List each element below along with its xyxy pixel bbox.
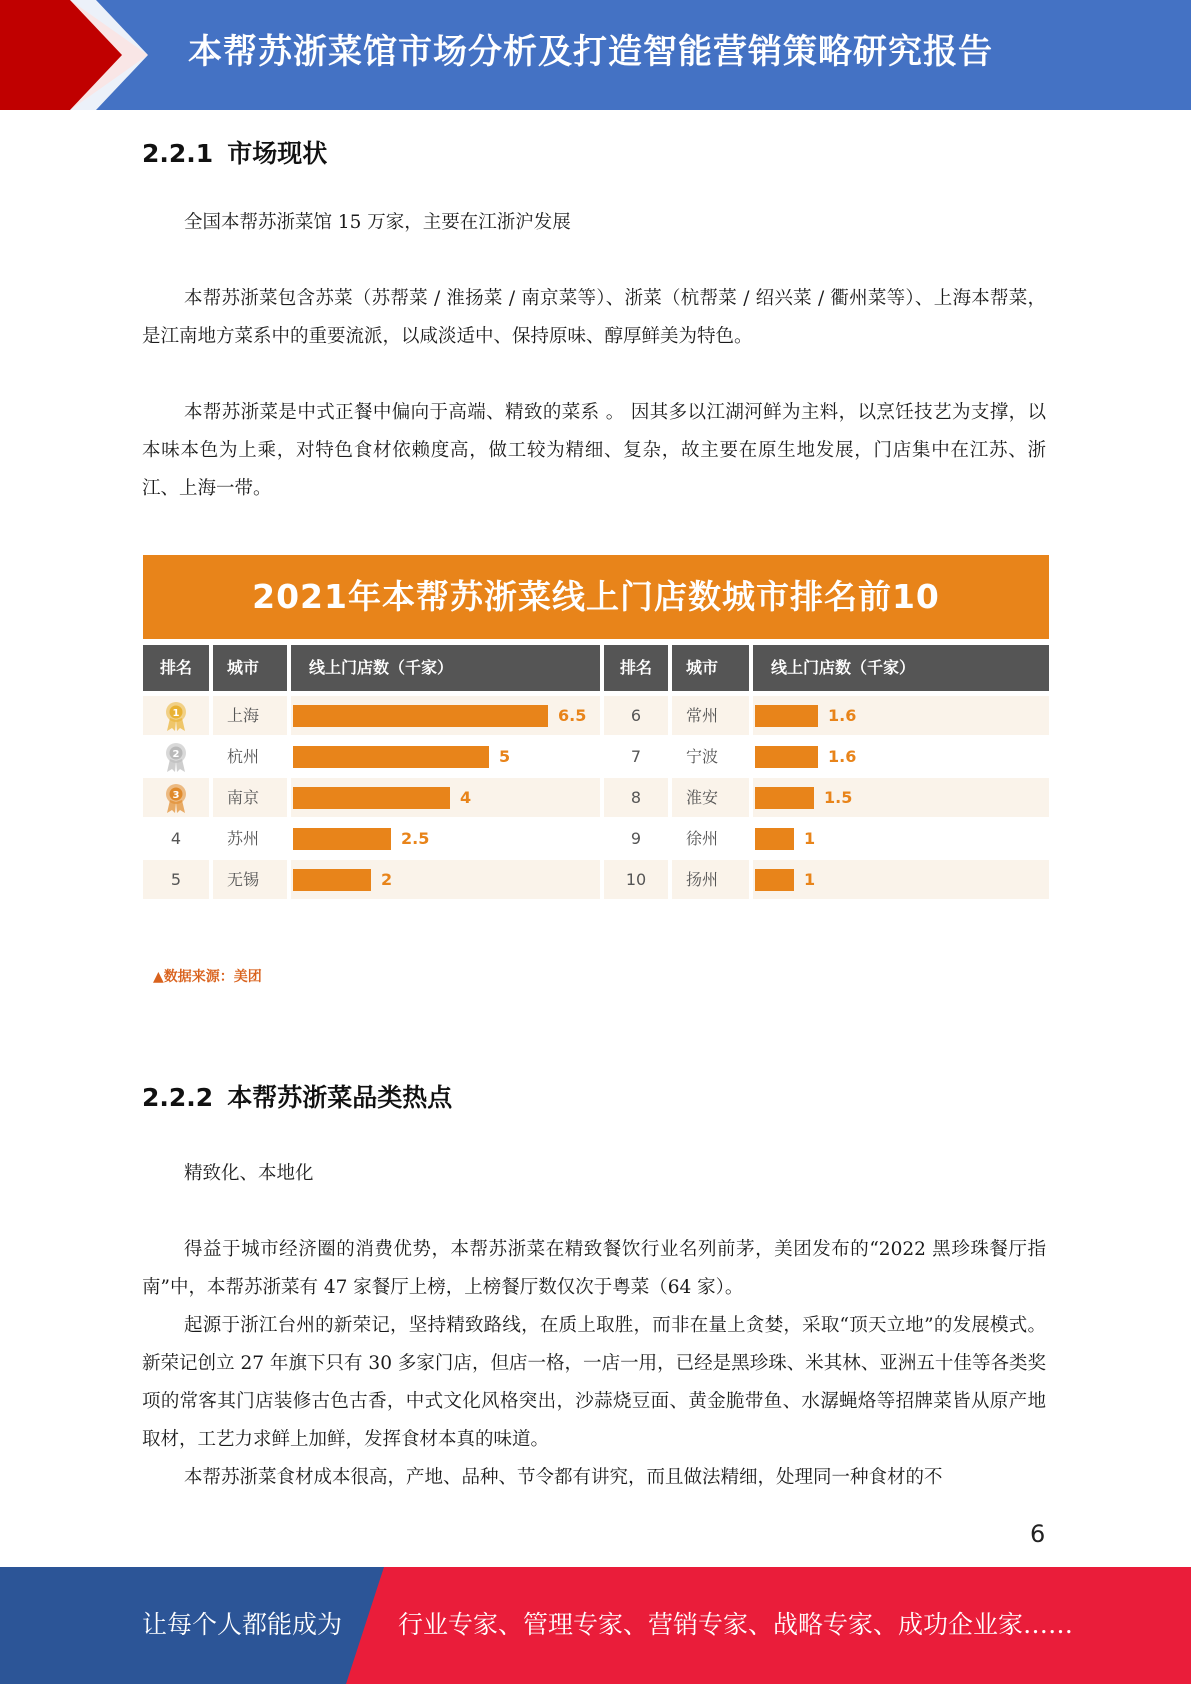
- city-name: 南京: [227, 788, 260, 807]
- rank-value: 8: [630, 788, 642, 807]
- header-value: 线上门店数（千家）: [753, 645, 1049, 691]
- bar-value-label: 5: [499, 747, 511, 766]
- bar: [293, 705, 548, 727]
- bar-value-label: 2.5: [401, 829, 430, 848]
- report-title: 本帮苏浙菜馆市场分析及打造智能营销策略研究报告: [188, 32, 993, 72]
- medal-rank-text: 2: [172, 749, 180, 760]
- section-title: 本帮苏浙菜品类热点: [227, 1083, 453, 1112]
- bar: [755, 705, 818, 727]
- bar-value-label: 1: [804, 870, 816, 889]
- bar-value-label: 1.6: [828, 706, 857, 725]
- medal-rank-text: 3: [172, 790, 180, 801]
- bar: [755, 828, 794, 850]
- bar-value-label: 6.5: [558, 706, 587, 725]
- section-number: 2.2.1: [142, 139, 214, 168]
- city-name: 上海: [227, 706, 260, 725]
- city-name: 常州: [686, 706, 719, 725]
- header-rank: 排名: [143, 645, 209, 691]
- bar-value-label: 2: [381, 870, 393, 889]
- paragraph: 得益于城市经济圈的消费优势，本帮苏浙菜在精致餐饮行业名列前茅，美团发布的“2022 黑珍珠餐厅指南”中，本帮苏浙菜有 47 家餐厅上榜，上榜餐厅数仅次于粤菜（64 家）。: [142, 1239, 1046, 1298]
- city-name: 扬州: [686, 870, 719, 889]
- city-name: 宁波: [686, 747, 719, 766]
- page-header: [0, 0, 1191, 110]
- rank-value: 7: [630, 747, 642, 766]
- rank-value: 10: [625, 870, 647, 889]
- bar: [755, 787, 814, 809]
- paragraph: 全国本帮苏浙菜馆 15 万家，主要在江浙沪发展: [184, 212, 571, 233]
- bar-value-label: 1.5: [824, 788, 853, 807]
- chart-title: 2021年本帮苏浙菜线上门店数城市排名前10: [252, 577, 940, 616]
- medal-icon: [161, 700, 191, 732]
- paragraph: 本帮苏浙菜是中式正餐中偏向于高端、精致的菜系 。 因其多以江湖河鲜为主料，以烹饪技艺为支撑，以本味本色为上乘，对特色食材依赖度高，做工较为精细、复杂，故主要在原生地发展，门店集中在江苏、浙江、上海一带。: [142, 402, 1046, 499]
- paragraph: 本帮苏浙菜包含苏菜（苏帮菜 / 淮扬菜 / 南京菜等）、浙菜（杭帮菜 / 绍兴菜 / 衢州菜等）、上海本帮菜，是江南地方菜系中的重要流派，以咸淡适中、保持原味、醇厚鲜美为特色。: [142, 288, 1046, 347]
- rank-value: 6: [630, 706, 642, 725]
- header-value: 线上门店数（千家）: [291, 645, 600, 691]
- row-background: [753, 860, 1049, 899]
- bar: [293, 828, 391, 850]
- section-title: 市场现状: [227, 139, 328, 168]
- medal-icon: [161, 741, 191, 773]
- footer-slogan-right: 行业专家、管理专家、营销专家、战略专家、成功企业家……: [398, 1610, 1074, 1639]
- paragraph: 起源于浙江台州的新荣记，坚持精致路线，在质上取胜，而非在量上贪婪，采取“顶天立地”的发展模式。新荣记创立 27 年旗下只有 30 多家门店，但店一格，一店一用，已经是黑珍珠、米其林、亚洲五十佳等各类奖项的常客其门店装修古色古香，中式文化风格突出，沙蒜烧豆面、黄金脆带鱼、水潺蝇烙等招牌菜皆从原产地取材，工艺力求鲜上加鲜，发挥食材本真的味道。: [142, 1315, 1046, 1450]
- header-rank: 排名: [604, 645, 668, 691]
- medal-icon: [161, 782, 191, 814]
- city-name: 徐州: [686, 829, 719, 848]
- header-city: 城市: [213, 645, 287, 691]
- bar-value-label: 1.6: [828, 747, 857, 766]
- bar: [755, 869, 794, 891]
- row-background: [753, 819, 1049, 858]
- section-heading-category-hotspots: [142, 1078, 452, 1114]
- bar: [755, 746, 818, 768]
- rank-value: 5: [170, 870, 182, 889]
- paragraph: 精致化、本地化: [184, 1163, 314, 1184]
- data-source: ▲数据来源：美团: [153, 969, 262, 985]
- city-name: 苏州: [227, 829, 260, 848]
- page-number: 6: [1030, 1520, 1046, 1548]
- city-name: 淮安: [686, 788, 719, 807]
- bar: [293, 787, 450, 809]
- medal-rank-text: 1: [172, 708, 180, 719]
- rank-value: 9: [630, 829, 642, 848]
- city-name: 无锡: [227, 870, 260, 889]
- rank-value: 4: [170, 829, 182, 848]
- bar-value-label: 1: [804, 829, 816, 848]
- footer-slogan-left: 让每个人都能成为: [142, 1610, 343, 1639]
- section-heading-market-status: [142, 134, 327, 170]
- city-name: 杭州: [227, 747, 260, 766]
- paragraph: 本帮苏浙菜食材成本很高，产地、品种、节令都有讲究，而且做法精细，处理同一种食材的不: [184, 1467, 943, 1488]
- bar: [293, 746, 489, 768]
- section-number: 2.2.2: [142, 1083, 214, 1112]
- header-city: 城市: [672, 645, 749, 691]
- page-footer: [0, 1567, 1191, 1684]
- city-ranking-chart: [143, 555, 1049, 905]
- bar: [293, 869, 371, 891]
- bar-value-label: 4: [460, 788, 472, 807]
